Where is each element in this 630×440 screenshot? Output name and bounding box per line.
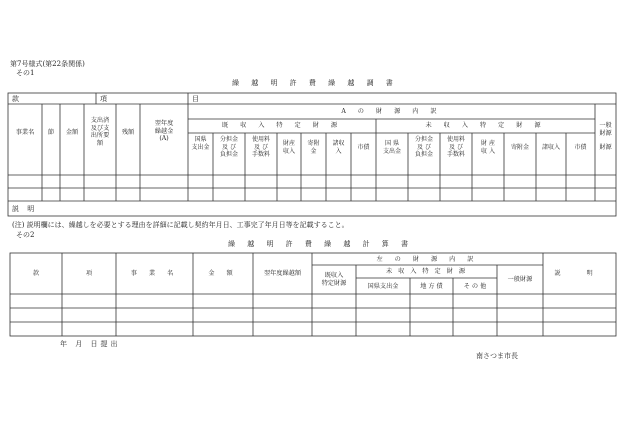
col-shoshu2: 諸収入 [541,144,560,151]
col-kifu: 寄附 金 [307,140,320,155]
form-number: 第7号様式(第22条関係) [10,60,85,68]
t2-yokunen: 翌年度繰越額 [263,270,302,277]
col-shiyoryo2: 使用料 及 び 手数料 [446,136,465,158]
row-kan: 款 [12,95,19,103]
t2-mishu: 未 収 入 特 定 財 源 [385,268,468,275]
col-zaisan: 財産 収入 [282,140,295,155]
col-ippan: 一般 財源 [599,122,612,137]
row-kou: 項 [100,95,107,103]
col-shiyoryo: 使用料 及 び 手数料 [251,136,270,158]
col-zaigen2: 財源 [599,144,612,151]
col-shisai2: 市債 [574,144,587,151]
col-kokken: 国県 支出金 [191,136,210,151]
col-shishutsu: 支出済 及び支 出所要 額 [90,117,110,147]
part2-label: その2 [16,231,35,239]
col-shisai: 市債 [357,144,370,151]
t2-setsumei: 説 明 [554,270,605,277]
part1-label: その1 [16,69,35,77]
t2-chihosai: 地 方 債 [420,283,443,290]
col-shoshu: 諸収 入 [332,140,345,155]
col-yokunen: 翌年度 繰越金 (A) [154,120,174,142]
t2-kishu: 既収入 特定財源 [321,272,347,287]
submitted-date: 年 月 日提出 [60,340,121,348]
t2-sonota: そ の 他 [463,283,487,290]
col-kokken2: 国 県 支出金 [382,140,401,155]
part2-title: 繰 越 明 許 費 繰 越 計 算 書 [228,240,414,248]
kishu-header: 既 収 入 特 定 財 源 [221,122,343,129]
col-buntan2: 分担金 及 び 負担金 [414,136,433,158]
t2-sayu: 左 の 財 源 内 訳 [376,256,479,263]
col-kingaku: 金額 [65,129,79,136]
col-buntan: 分担金 及 び 負担金 [219,136,238,158]
note: (注) 説明欄には、繰越しを必要とする理由を詳細に記載し契約年月日、工事完了年月日等を記載すること。 [12,221,349,229]
a-zaigen-header: A の 財 源 内 訳 [341,108,442,115]
setsumei-label: 説 明 [12,205,38,213]
col-zangaku: 残額 [121,129,135,136]
part1-title: 繰 越 明 許 費 繰 越 調 書 [232,79,398,87]
row-moku: 目 [192,95,199,103]
t2-kingaku: 金 額 [208,270,238,277]
col-kifu2: 寄附金 [510,144,529,151]
col-zaisan2: 財 産 収 入 [481,140,495,155]
t2-kan: 款 [32,270,40,277]
col-jigyomei: 事業名 [15,129,35,136]
t2-kou: 項 [85,270,93,277]
t2-kokken: 国県支出金 [367,283,399,290]
col-setsu: 節 [47,129,55,136]
mayor: 南さつま市長 [476,352,518,360]
mishu-header: 未 収 入 特 定 財 源 [425,122,546,129]
t2-ippan: 一般財源 [507,276,533,283]
t2-jigyomei: 事 業 名 [130,270,179,277]
